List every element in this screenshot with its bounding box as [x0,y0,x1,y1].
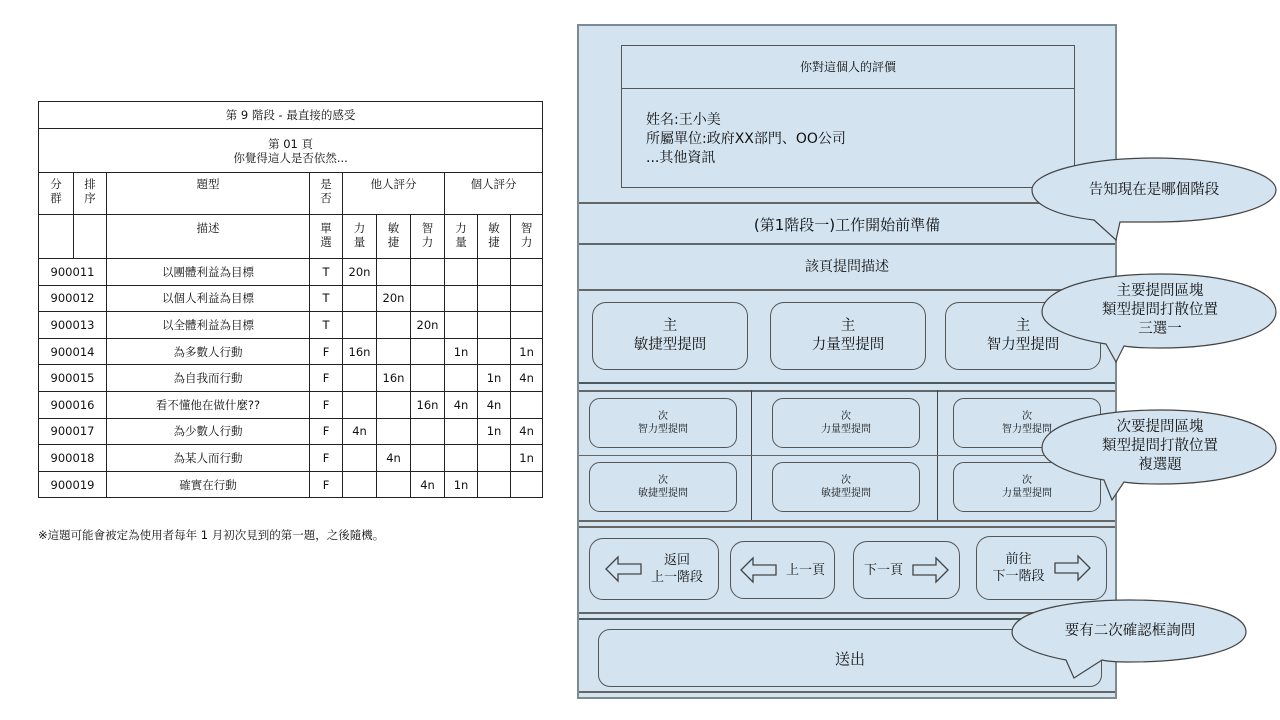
score-personal-intellect: 4n [511,365,543,392]
score-personal-strength [445,259,478,286]
score-others-intellect [411,285,445,312]
header-single-choice: 單選 [310,215,343,259]
callout-sub-question-block: 次要提問區塊 類型提問打散位置 複選題 [1040,408,1280,503]
stage-title: (第1階段一)工作開始前準備 [753,216,941,234]
score-others-agility: 4n [377,445,411,472]
true-false-flag: F [310,365,343,392]
header-others-strength: 力量 [343,215,377,259]
table-row [39,285,543,312]
score-others-strength: 16n [343,338,377,365]
callout-main-question-block: 主要提問區塊 類型提問打散位置 三選一 [1040,272,1280,364]
page-question: 你覺得這人是否依然... [233,150,348,165]
submit-button[interactable]: 送出 [598,629,1102,687]
score-personal-intellect [511,259,543,286]
score-others-strength [343,445,377,472]
header-others-score: 他人評分 [343,173,445,215]
question-id: 900017 [39,418,107,445]
header-blank [39,215,74,259]
score-personal-agility: 4n [478,391,511,418]
sub-question-agility[interactable]: 次 敏捷型提問 [772,462,920,512]
page-label: 第 01 頁 [268,136,314,151]
person-name: 姓名:王小美 [646,112,721,128]
score-others-agility [377,259,411,286]
question-id: 900013 [39,312,107,339]
header-others-agility: 敏捷 [377,215,411,259]
score-others-agility [377,471,411,498]
score-personal-strength [445,418,478,445]
question-id: 900019 [39,471,107,498]
score-others-intellect [411,365,445,392]
info-title: 你對這個人的評價 [622,46,1074,89]
question-id: 900011 [39,259,107,286]
score-personal-strength: 1n [445,338,478,365]
header-blank [74,215,107,259]
table-row [39,391,543,418]
question-id: 900018 [39,445,107,472]
header-others-intellect: 智力 [411,215,445,259]
score-personal-intellect [511,312,543,339]
callout-stage-indicator: 告知現在是哪個階段 [1030,154,1278,244]
score-others-intellect [411,445,445,472]
question-description: 為自我而行動 [107,365,310,392]
true-false-flag: F [310,418,343,445]
score-others-intellect: 20n [411,312,445,339]
header-order: 排序 [74,173,107,215]
question-id: 900012 [39,285,107,312]
go-to-next-stage-button[interactable]: 前往 下一階段 [976,536,1107,600]
score-others-agility [377,312,411,339]
sub-question-strength[interactable]: 次 力量型提問 [953,462,1101,512]
score-personal-intellect: 1n [511,338,543,365]
arrow-right-icon [1053,553,1091,583]
question-description: 為某人而行動 [107,445,310,472]
score-others-strength [343,471,377,498]
next-page-button[interactable]: 下一頁 [853,541,960,599]
header-group: 分群 [39,173,74,215]
sub-question-intellect[interactable]: 次 智力型提問 [953,398,1101,448]
table-row [39,445,543,472]
score-others-agility: 16n [377,365,411,392]
score-personal-strength: 1n [445,471,478,498]
score-others-strength [343,365,377,392]
score-others-agility [377,338,411,365]
score-others-intellect [411,338,445,365]
table-row [39,471,543,498]
true-false-flag: T [310,312,343,339]
arrow-right-icon [911,555,949,585]
question-description: 以團體利益為目標 [107,259,310,286]
score-others-strength [343,312,377,339]
sub-question-agility[interactable]: 次 敏捷型提問 [589,462,737,512]
score-personal-strength [445,445,478,472]
question-description: 以全體利益為目標 [107,312,310,339]
true-false-flag: F [310,338,343,365]
question-description: 確實在行動 [107,471,310,498]
score-others-intellect: 16n [411,391,445,418]
header-personal-agility: 敏捷 [478,215,511,259]
arrow-left-icon [740,555,778,585]
divider [579,526,1115,528]
table-row [39,365,543,392]
true-false-flag: F [310,445,343,472]
table-row [39,312,543,339]
header-personal-strength: 力量 [445,215,478,259]
score-others-intellect [411,418,445,445]
score-others-strength: 4n [343,418,377,445]
main-question-intellect[interactable]: 主 智力型提問 [945,302,1101,370]
divider [579,382,1115,384]
header-personal-intellect: 智力 [511,215,543,259]
score-others-strength [343,391,377,418]
score-personal-intellect: 1n [511,445,543,472]
sub-question-intellect[interactable]: 次 智力型提問 [589,398,737,448]
score-personal-intellect [511,471,543,498]
header-type: 題型 [107,173,310,215]
divider [579,289,1115,291]
score-personal-intellect [511,285,543,312]
score-personal-agility [478,259,511,286]
score-others-strength: 20n [343,259,377,286]
table-row [39,418,543,445]
score-others-intellect: 4n [411,471,445,498]
person-info [622,89,1074,168]
question-spec-table [38,101,543,498]
back-to-previous-stage-button[interactable]: 返回 上一階段 [589,538,719,600]
spec-table-body [39,259,543,498]
header-personal-score: 個人評分 [445,173,543,215]
page-description: 該頁提問描述 [805,259,889,275]
callout-submit-confirm: 要有二次確認框詢問 [1010,598,1250,680]
table-row [39,338,543,365]
stage-title-cell: 第 9 階段 - 最直接的感受 [39,102,543,129]
score-personal-agility [478,471,511,498]
divider [579,390,1115,392]
main-question-agility[interactable]: 主 敏捷型提問 [592,302,748,370]
score-personal-agility [478,312,511,339]
score-personal-strength: 4n [445,391,478,418]
sub-question-strength[interactable]: 次 力量型提問 [772,398,920,448]
divider [579,520,1115,522]
header-description: 描述 [107,215,310,259]
question-id: 900016 [39,391,107,418]
score-personal-strength [445,312,478,339]
true-false-flag: F [310,471,343,498]
divider [579,691,1115,693]
page-info-cell [39,129,543,173]
true-false-flag: T [310,259,343,286]
score-others-strength [343,285,377,312]
score-personal-intellect: 4n [511,418,543,445]
main-question-strength[interactable]: 主 力量型提問 [770,302,926,370]
question-description: 為少數人行動 [107,418,310,445]
person-unit: 所屬單位:政府XX部門、OO公司 [646,131,846,147]
grid-divider [579,455,1115,456]
question-description: 看不懂他在做什麼?? [107,391,310,418]
arrow-left-icon [605,554,643,584]
score-personal-agility: 1n [478,365,511,392]
footnote: ※這題可能會被定為使用者每年 1 月初次見到的第一題，之後隨機。 [38,528,385,542]
person-other-info: ...其他資訊 [646,150,716,166]
score-personal-strength [445,285,478,312]
score-personal-intellect [511,391,543,418]
score-personal-strength [445,365,478,392]
score-others-intellect [411,259,445,286]
true-false-flag: F [310,391,343,418]
score-others-agility [377,391,411,418]
header-yes-no: 是否 [310,173,343,215]
question-description: 為多數人行動 [107,338,310,365]
table-row [39,259,543,286]
score-personal-agility [478,338,511,365]
question-id: 900015 [39,365,107,392]
previous-page-button[interactable]: 上一頁 [730,541,835,599]
true-false-flag: T [310,285,343,312]
score-personal-agility [478,285,511,312]
score-others-agility: 20n [377,285,411,312]
score-personal-agility [478,445,511,472]
score-personal-agility: 1n [478,418,511,445]
person-info-box [621,45,1075,188]
question-id: 900014 [39,338,107,365]
score-others-agility [377,418,411,445]
question-description: 以個人利益為目標 [107,285,310,312]
